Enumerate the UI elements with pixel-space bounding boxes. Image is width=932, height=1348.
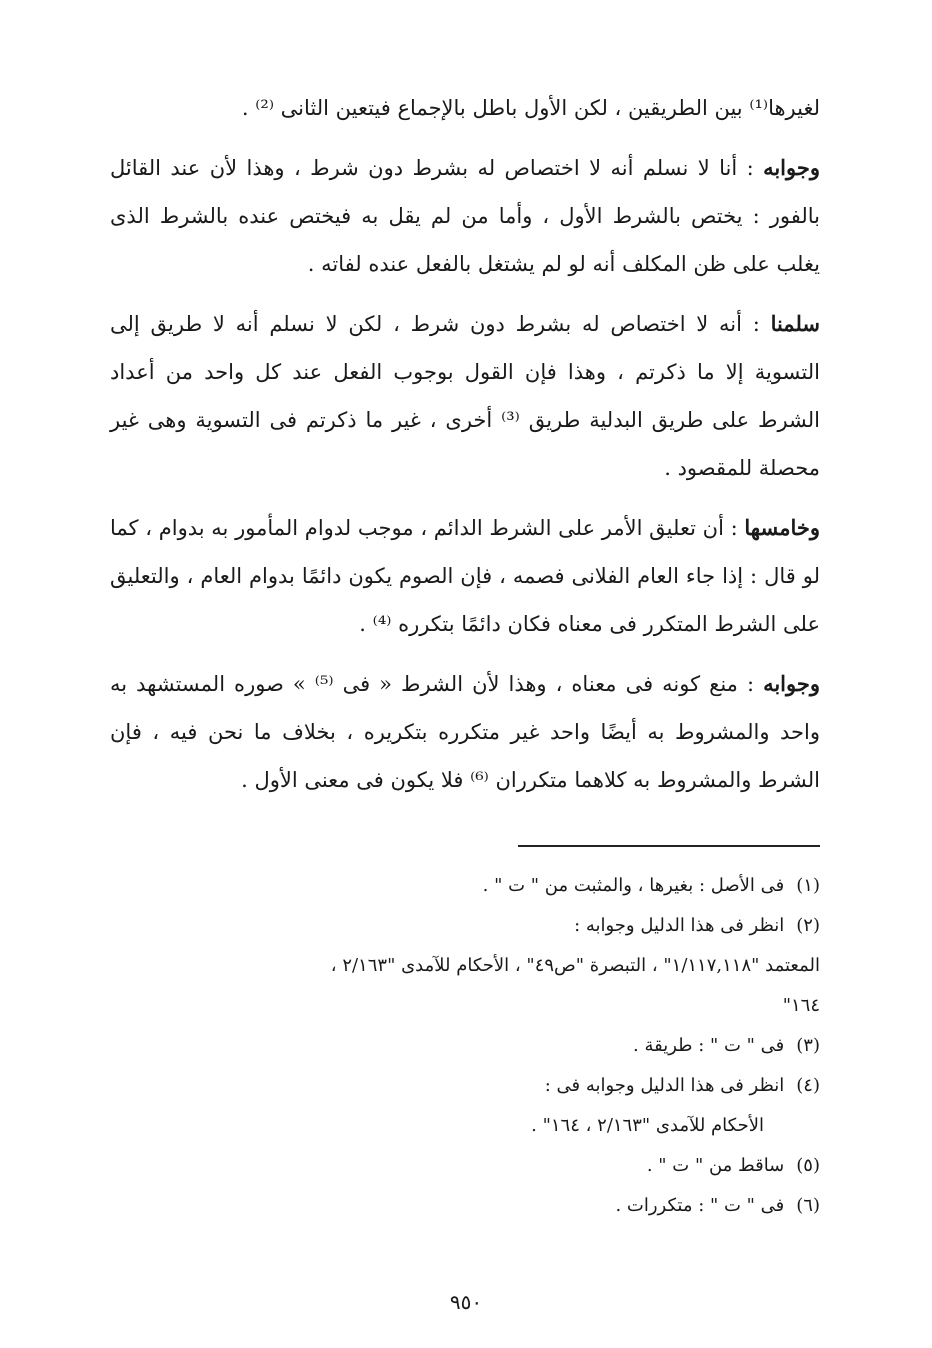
footnote-number: (٦) [796,1195,820,1216]
paragraph-4-lead: وخامسها [744,515,820,540]
footnote-number: (١) [796,875,820,896]
footnote-item [110,1106,820,1146]
footnote-item [110,1066,820,1106]
footnote-text: ١٦٤" [782,995,820,1016]
footnote-separator [518,845,820,847]
page-number: ٩٥٠ [449,1290,483,1314]
footnote-number: (٥) [796,1155,820,1176]
body-text [110,84,820,804]
footnote-text: فى الأصل : بغيرها ، والمثبت من " ت " . [482,875,785,896]
paragraph-5-lead: وجوابه [763,671,820,696]
paragraph-1 [110,84,820,132]
footnote-number: (٤) [796,1075,820,1096]
footnote-item [110,906,820,946]
footnote-item [110,986,820,1026]
paragraph-4 [110,504,820,648]
paragraph-2-lead: وجوابه [763,155,820,180]
footnote-number: (٢) [796,915,820,936]
footnote-text: ساقط من " ت " . [646,1155,785,1176]
footnote-text: فى " ت " : طريقة . [633,1035,785,1056]
footnote-text: انظر فى هذا الدليل وجوابه : [574,915,785,936]
paragraph-2 [110,144,820,288]
paragraph-5 [110,660,820,804]
paragraph-4-text: : أن تعليق الأمر على الشرط الدائم ، موجب لدوام المأمور به بدوام ، كما لو قال : إذا جاء العام الفلانى فصمه ، فإن الصوم يكون دائمًا بدوام العام ، والتعليق على الشرط المتكرر فى معناه فكان دائمًا بتكرره ⁽⁴⁾ . [110,516,820,636]
footnote-number: (٣) [796,1035,820,1056]
footnote-text: الأحكام للآمدى "٢/١٦٣ ، ١٦٤" . [531,1115,764,1136]
footnotes [110,866,820,1226]
paragraph-3-text: : أنه لا اختصاص له بشرط دون شرط ، لكن لا نسلم أنه لا طريق إلى التسوية إلا ما ذكرتم ، وهذا فإن القول بوجوب الفعل عند كل واحد من أعداد الشرط على طريق البدلية طريق ⁽³⁾ أخرى ، غير ما ذكرتم فى التسوية وهى غير محصلة للمقصود . [110,312,820,480]
paragraph-3 [110,300,820,492]
footnote-item [110,866,820,906]
paragraph-3-lead: سلمنا [770,311,820,336]
footnote-item [110,946,820,986]
footnote-item [110,1026,820,1066]
footnote-text: المعتمد "١/١١٧,١١٨" ، التبصرة "ص٤٩" ، الأحكام للآمدى "٢/١٦٣ ، [330,955,820,976]
footnote-text: انظر فى هذا الدليل وجوابه فى : [544,1075,785,1096]
footnote-item [110,1146,820,1186]
paragraph-1-text: لغيرها⁽¹⁾ بين الطريقين ، لكن الأول باطل بالإجماع فيتعين الثانى ⁽²⁾ . [241,96,820,120]
footnote-item [110,1186,820,1226]
footnote-text: فى " ت " : متكررات . [615,1195,785,1216]
paragraph-2-text: : أنا لا نسلم أنه لا اختصاص له بشرط دون شرط ، وهذا لأن عند القائل بالفور : يختص بالشرط الأول ، وأما من لم يقل به فيختص عنده بالشرط الذى يغلب على ظن المكلف أنه لو لم يشتغل بالفعل عنده لفاته . [110,156,820,276]
paragraph-5-text: : منع كونه فى معناه ، وهذا لأن الشرط « فى ⁽⁵⁾ » صوره المستشهد به واحد والمشروط به أيضًا واحد غير متكرره بتكريره ، بخلاف ما نحن فيه ، فإن الشرط والمشروط به كلاهما متكرران ⁽⁶⁾ فلا يكون فى معنى الأول . [110,672,820,792]
